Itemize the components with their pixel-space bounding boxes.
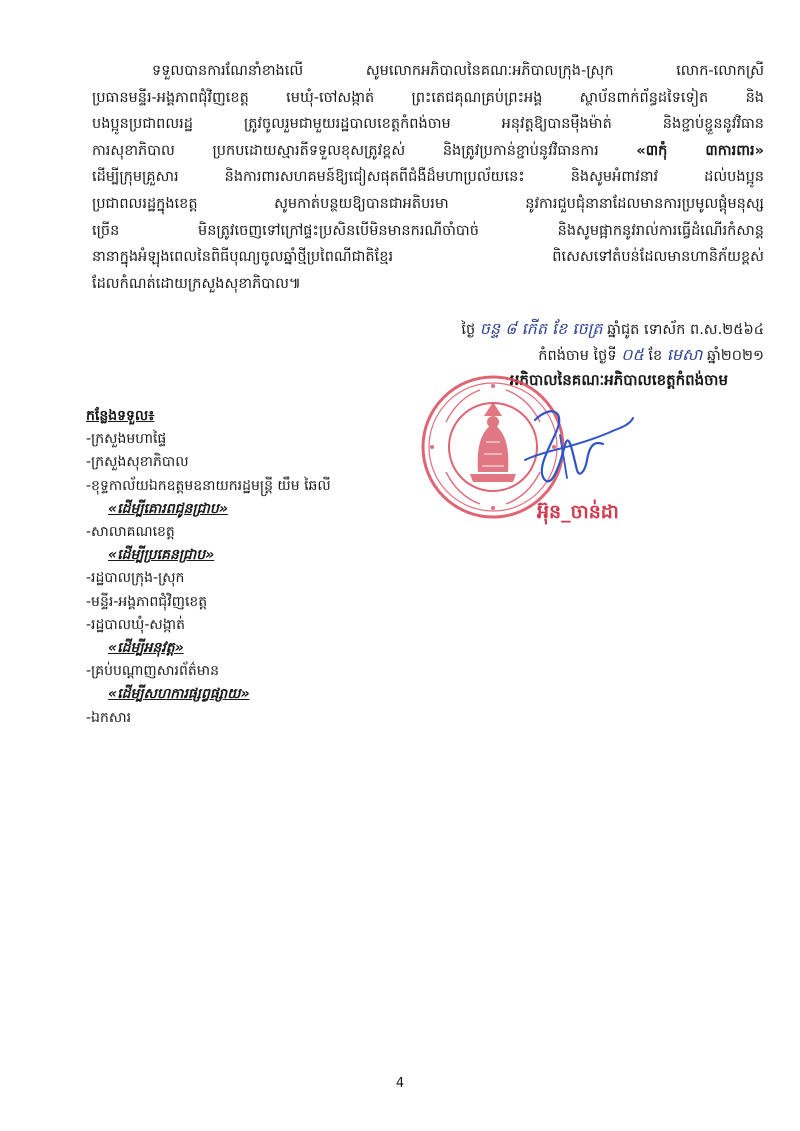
recipient-item: -រដ្ឋបាលឃុំ-សង្កាត់: [86, 616, 185, 633]
governor-title: អភិបាលនៃគណៈអភិបាលខេត្តកំពង់ចាម: [509, 371, 728, 389]
recipient-purpose: «ដើម្បីគោរពជូនជ្រាប»: [108, 500, 228, 517]
body-line: ដើម្បីក្រុមគ្រួសារ និងការពារសហគមន៍ឱ្យជៀសផុតពីជំងឺដ៏មហាប្រល័យនេះ និងសូមអំពាវនាវ ដល់បងប្អូន: [92, 169, 764, 186]
letter-body: [92, 58, 764, 297]
body-line: ប្រធានមន្ទីរ-អង្គភាពជុំវិញខេត្ត មេឃុំ-ចៅសង្កាត់ ព្រះតេជគុណគ្រប់ព្រះអង្គ ស្ថាប័នពាក់ព័ន្ធដទៃទៀត និង: [92, 89, 764, 106]
body-line-text: ការសុខាភិបាល ប្រកបដោយស្មារតីទទួលខុសត្រូវខ្ពស់ និងត្រូវប្រកាន់ខ្ជាប់នូវវិធានការ: [92, 142, 599, 159]
recipient-item: -ក្រសួងសុខាភិបាល: [86, 454, 189, 471]
recipient-item: -ក្រសួងមហាផ្ទៃ: [86, 431, 167, 448]
body-line: ដែលកំណត់ដោយក្រសួងសុខាភិបាល៕: [92, 275, 301, 292]
lunar-date-suffix: ឆ្នាំជូត ទោស័ក ព.ស.២៥៦៤: [607, 322, 764, 338]
solar-year: ឆ្នាំ២០២១: [707, 348, 764, 364]
page-number: 4: [395, 1076, 405, 1091]
recipient-item: -គ្រប់បណ្តាញសារព័ត៌មាន: [86, 663, 219, 680]
body-line: នានាក្នុងអំឡុងពេលនៃពិធីបុណ្យចូលឆ្នាំថ្មីប្រពៃណីជាតិខ្មែរ ពិសេសទៅតំបន់ដែលមានហានិភ័យខ្ពស់: [92, 249, 764, 266]
recipient-item: -មន្ទីរ-អង្គភាពជុំវិញខេត្ត: [86, 593, 208, 610]
recipient-purpose: «ដើម្បីសហការផ្សព្វផ្សាយ»: [108, 686, 250, 703]
lunar-date: [461, 318, 764, 342]
solar-date: [538, 344, 764, 368]
solar-date-prefix: កំពង់ចាម ថ្ងៃទី: [538, 348, 617, 364]
body-line-with-emphasis: [92, 138, 764, 165]
lunar-date-prefix: ថ្ងៃ: [461, 322, 476, 338]
body-line: បងប្អូនប្រជាពលរដ្ឋ ត្រូវចូលរួមជាមួយរដ្ឋបាលខេត្តកំពង់ចាម អនុវត្តឱ្យបានម៉ឺងម៉ាត់ និងខ្ជាប់ខ្ជួននូវវិធាន: [92, 116, 764, 133]
recipient-item: -រដ្ឋបាលក្រុង-ស្រុក: [86, 570, 185, 587]
measures-emphasis: «៣កុំ ៣ការពារ»: [636, 142, 764, 159]
body-line: ទទួលបានការណែនាំខាងលើ សូមលោកអភិបាលនៃគណៈអភិបាលក្រុង-ស្រុក លោក-លោកស្រី: [152, 63, 764, 79]
signature: [505, 400, 635, 500]
recipients-list: [86, 405, 331, 730]
solar-day-handwritten: ០៥: [621, 345, 644, 364]
recipient-purpose: «ដើម្បីប្រគេនជ្រាប»: [108, 547, 215, 564]
recipients-heading: កន្លែងទទួល៖: [86, 408, 155, 424]
recipient-item: -ឯកសារ: [86, 709, 132, 726]
body-line: ច្រើន មិនត្រូវចេញទៅក្រៅផ្ទះប្រសិនបើមិនមានករណីចាំបាច់ និងសូមផ្អាកនូវរាល់ការធ្វើដំណើរកំសាន្ត: [92, 222, 764, 239]
recipient-purpose: «ដើម្បីអនុវត្ត»: [108, 640, 184, 657]
recipient-item: -សាលាគណខេត្ត: [86, 524, 175, 541]
recipient-item: -ខុទ្ទកាល័យឯកឧត្តមឧនាយករដ្ឋមន្ត្រី យឹម ឆៃលី: [86, 477, 331, 494]
body-line: ប្រជាពលរដ្ឋក្នុងខេត្ត សូមកាត់បន្ថយឱ្យបានជាអតិបរមា នូវការជួបជុំនានាដែលមានការប្រមូលផ្តុំមនុស្ស: [92, 195, 764, 212]
solar-month-handwritten: មេសា: [666, 345, 703, 364]
lunar-date-handwritten: ចន្ទ ៨ កើត ខែ ចេត្រ: [479, 319, 603, 338]
solar-month-prefix: ខែ: [648, 348, 663, 364]
signer-name: អ៊ុន_ចាន់ដា: [537, 501, 619, 523]
